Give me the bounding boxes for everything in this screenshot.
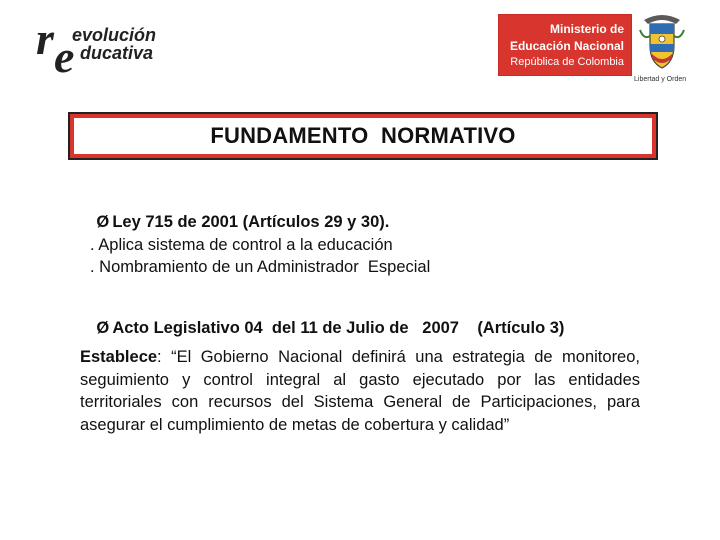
logo-word-evolucion: evolución: [72, 25, 157, 45]
ministry-motto: Libertad y Orden: [634, 76, 687, 83]
paragraph-text: : “El Gobierno Nacional definirá una estrategia de monitoreo, seguimiento y control integral al gasto ejecutado por las entidades territoriales con recursos del Sistema General de Participaciones, para asegurar el cumplimiento de metas de cobertura y calidad”: [80, 348, 640, 434]
logo-letter-r: r: [36, 13, 54, 64]
ministry-line-1: Ministerio de: [549, 22, 624, 36]
arrow-bullet-icon: Ø: [96, 213, 110, 231]
bullet-text: Ley 715 de 2001 (Artículos 29 y 30).: [112, 213, 390, 231]
logo-letter-e: e: [54, 31, 75, 82]
logo-word-ducativa: ducativa: [80, 43, 154, 63]
bullet-text: Acto Legislativo 04 del 11 de Julio de 2007 (Artículo 3): [112, 319, 565, 337]
arrow-bullet-icon: Ø: [96, 319, 110, 337]
ministry-line-2: Educación Nacional: [509, 39, 624, 53]
sub-item-nombramiento: . Nombramiento de un Administrador Especial: [90, 258, 431, 276]
establece-paragraph: [80, 346, 640, 436]
sub-item-aplica: . Aplica sistema de control a la educación: [90, 236, 393, 254]
paragraph-lead: Establece: [80, 348, 158, 366]
ministry-line-3: República de Colombia: [510, 56, 624, 68]
page-title: FUNDAMENTO NORMATIVO: [210, 123, 516, 148]
